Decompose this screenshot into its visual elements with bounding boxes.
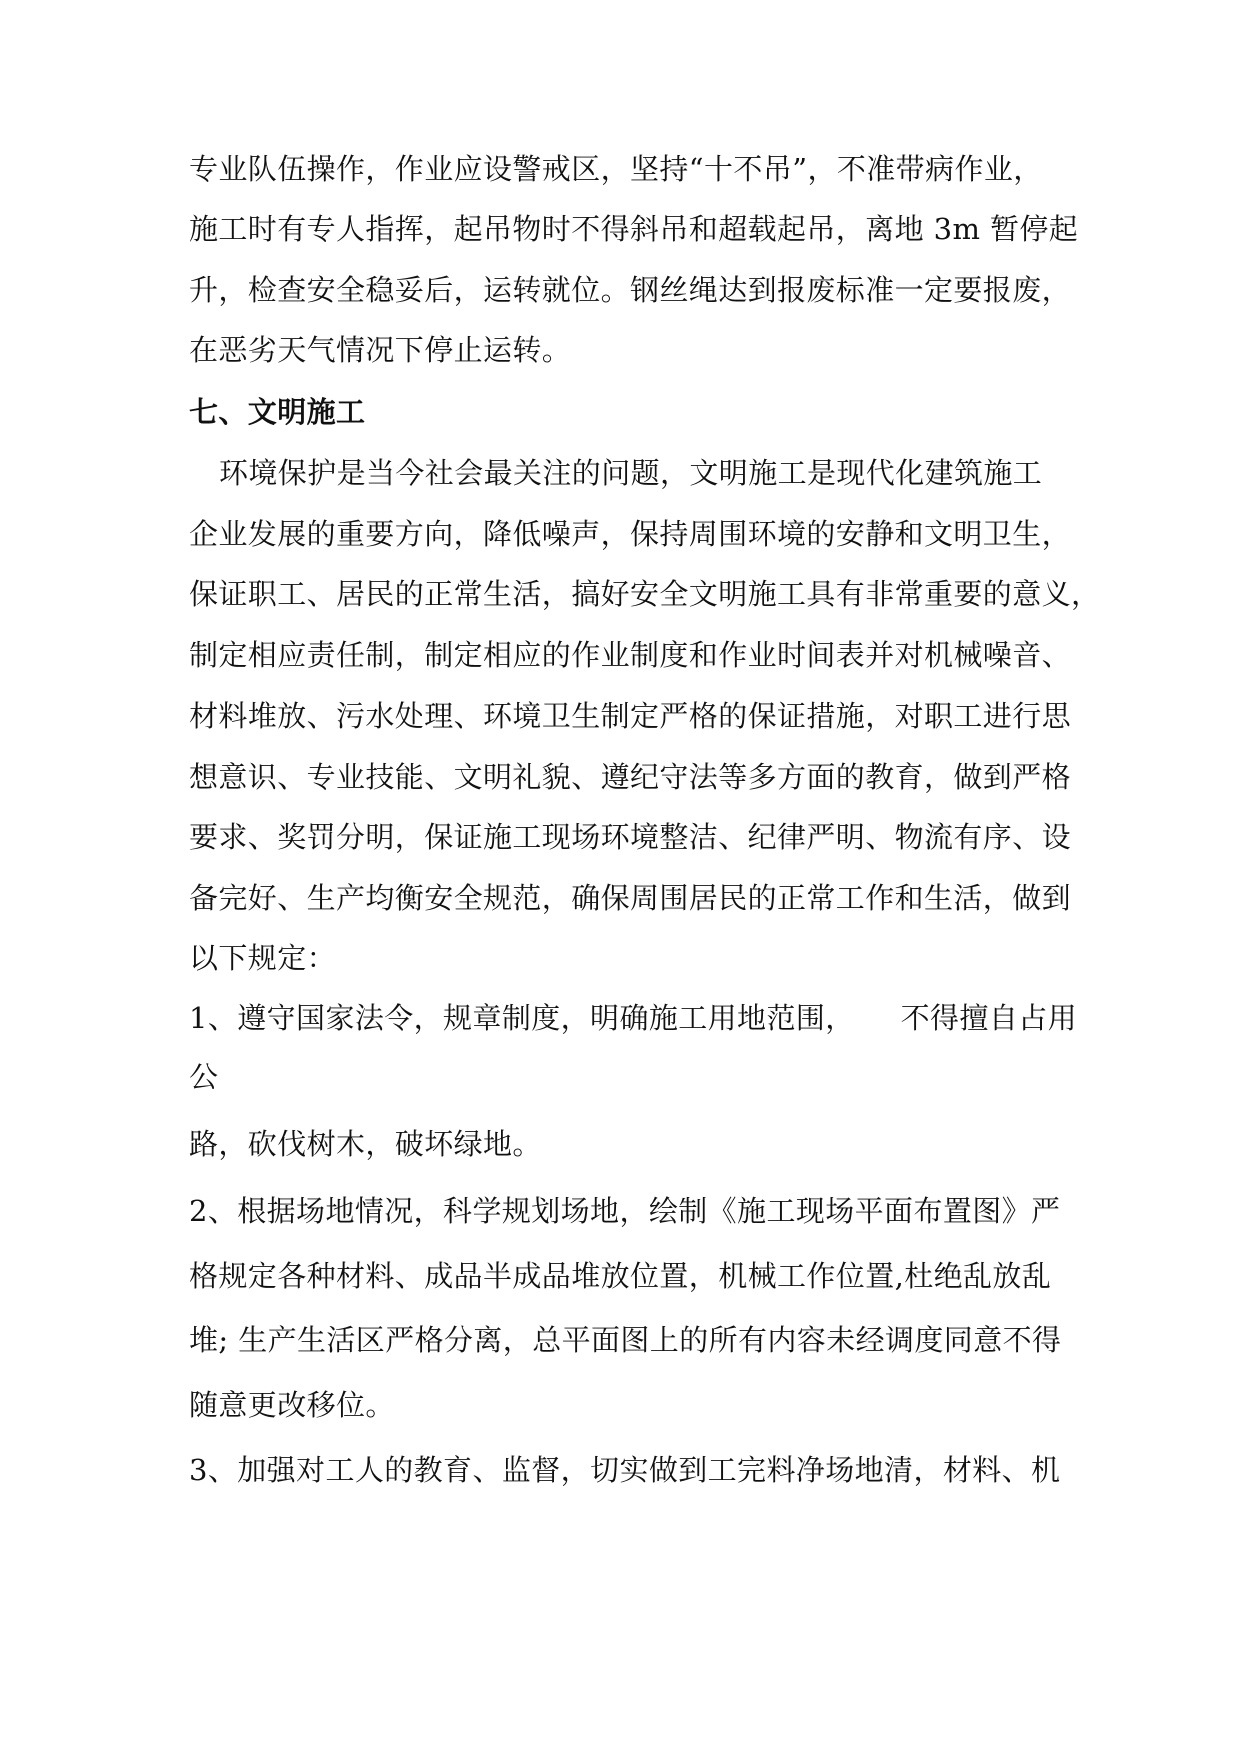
intro-line-4: 在恶劣天气情况下停止运转。: [189, 333, 572, 367]
item-1-text-b: 不得擅自占用: [900, 1001, 1078, 1035]
body-line-1: 环境保护是当今社会最关注的问题，文明施工是现代化建筑施工: [219, 456, 1043, 490]
body-line-7: 要求、奖罚分明，保证施工现场环境整洁、纪律严明、物流有序、设: [189, 820, 1072, 854]
item-1-line-1: [189, 998, 1078, 1038]
item-1-line-3: 路，砍伐树木，破坏绿地。: [189, 1127, 542, 1161]
body-line-4: 制定相应责任制，制定相应的作业制度和作业时间表并对机械噪音、: [189, 638, 1072, 672]
item-2-line-4: 随意更改移位。: [189, 1388, 395, 1422]
body-line-3: 保证职工、居民的正常生活，搞好安全文明施工具有非常重要的意义，: [189, 577, 1101, 611]
body-line-5: 材料堆放、污水处理、环境卫生制定严格的保证措施，对职工进行思: [189, 699, 1072, 733]
body-line-6: 想意识、专业技能、文明礼貌、遵纪守法等多方面的教育，做到严格: [189, 760, 1072, 794]
item-1-line-2: 公: [189, 1060, 219, 1094]
body-line-2: 企业发展的重要方向，降低噪声，保持周围环境的安静和文明卫生，: [189, 517, 1072, 551]
section-heading: 七、文明施工: [189, 395, 366, 429]
item-2-line-2: 格规定各种材料、成品半成品堆放位置，机械工作位置,杜绝乱放乱: [189, 1259, 1052, 1293]
body-line-8: 备完好、生产均衡安全规范，确保周围居民的正常工作和生活，做到: [189, 881, 1072, 915]
item-1-text-a: 1、遵守国家法令，规章制度，明确施工用地范围，: [189, 1001, 855, 1035]
item-2-line-1: 2、根据场地情况，科学规划场地，绘制《施工现场平面布置图》严: [189, 1194, 1061, 1228]
body-line-9: 以下规定：: [189, 941, 337, 975]
intro-line-3: 升，检查安全稳妥后，运转就位。钢丝绳达到报废标准一定要报废，: [189, 273, 1072, 307]
intro-line-2: 施工时有专人指挥，起吊物时不得斜吊和超载起吊，离地 3m 暂停起: [189, 212, 1079, 246]
intro-line-1: 专业队伍操作，作业应设警戒区，坚持“十不吊”，不准带病作业，: [189, 152, 1043, 186]
item-3-line-1: 3、加强对工人的教育、监督，切实做到工完料净场地清，材料、机: [189, 1453, 1061, 1487]
item-2-line-3: 堆; 生产生活区严格分离，总平面图上的所有内容未经调度同意不得: [189, 1323, 1062, 1357]
